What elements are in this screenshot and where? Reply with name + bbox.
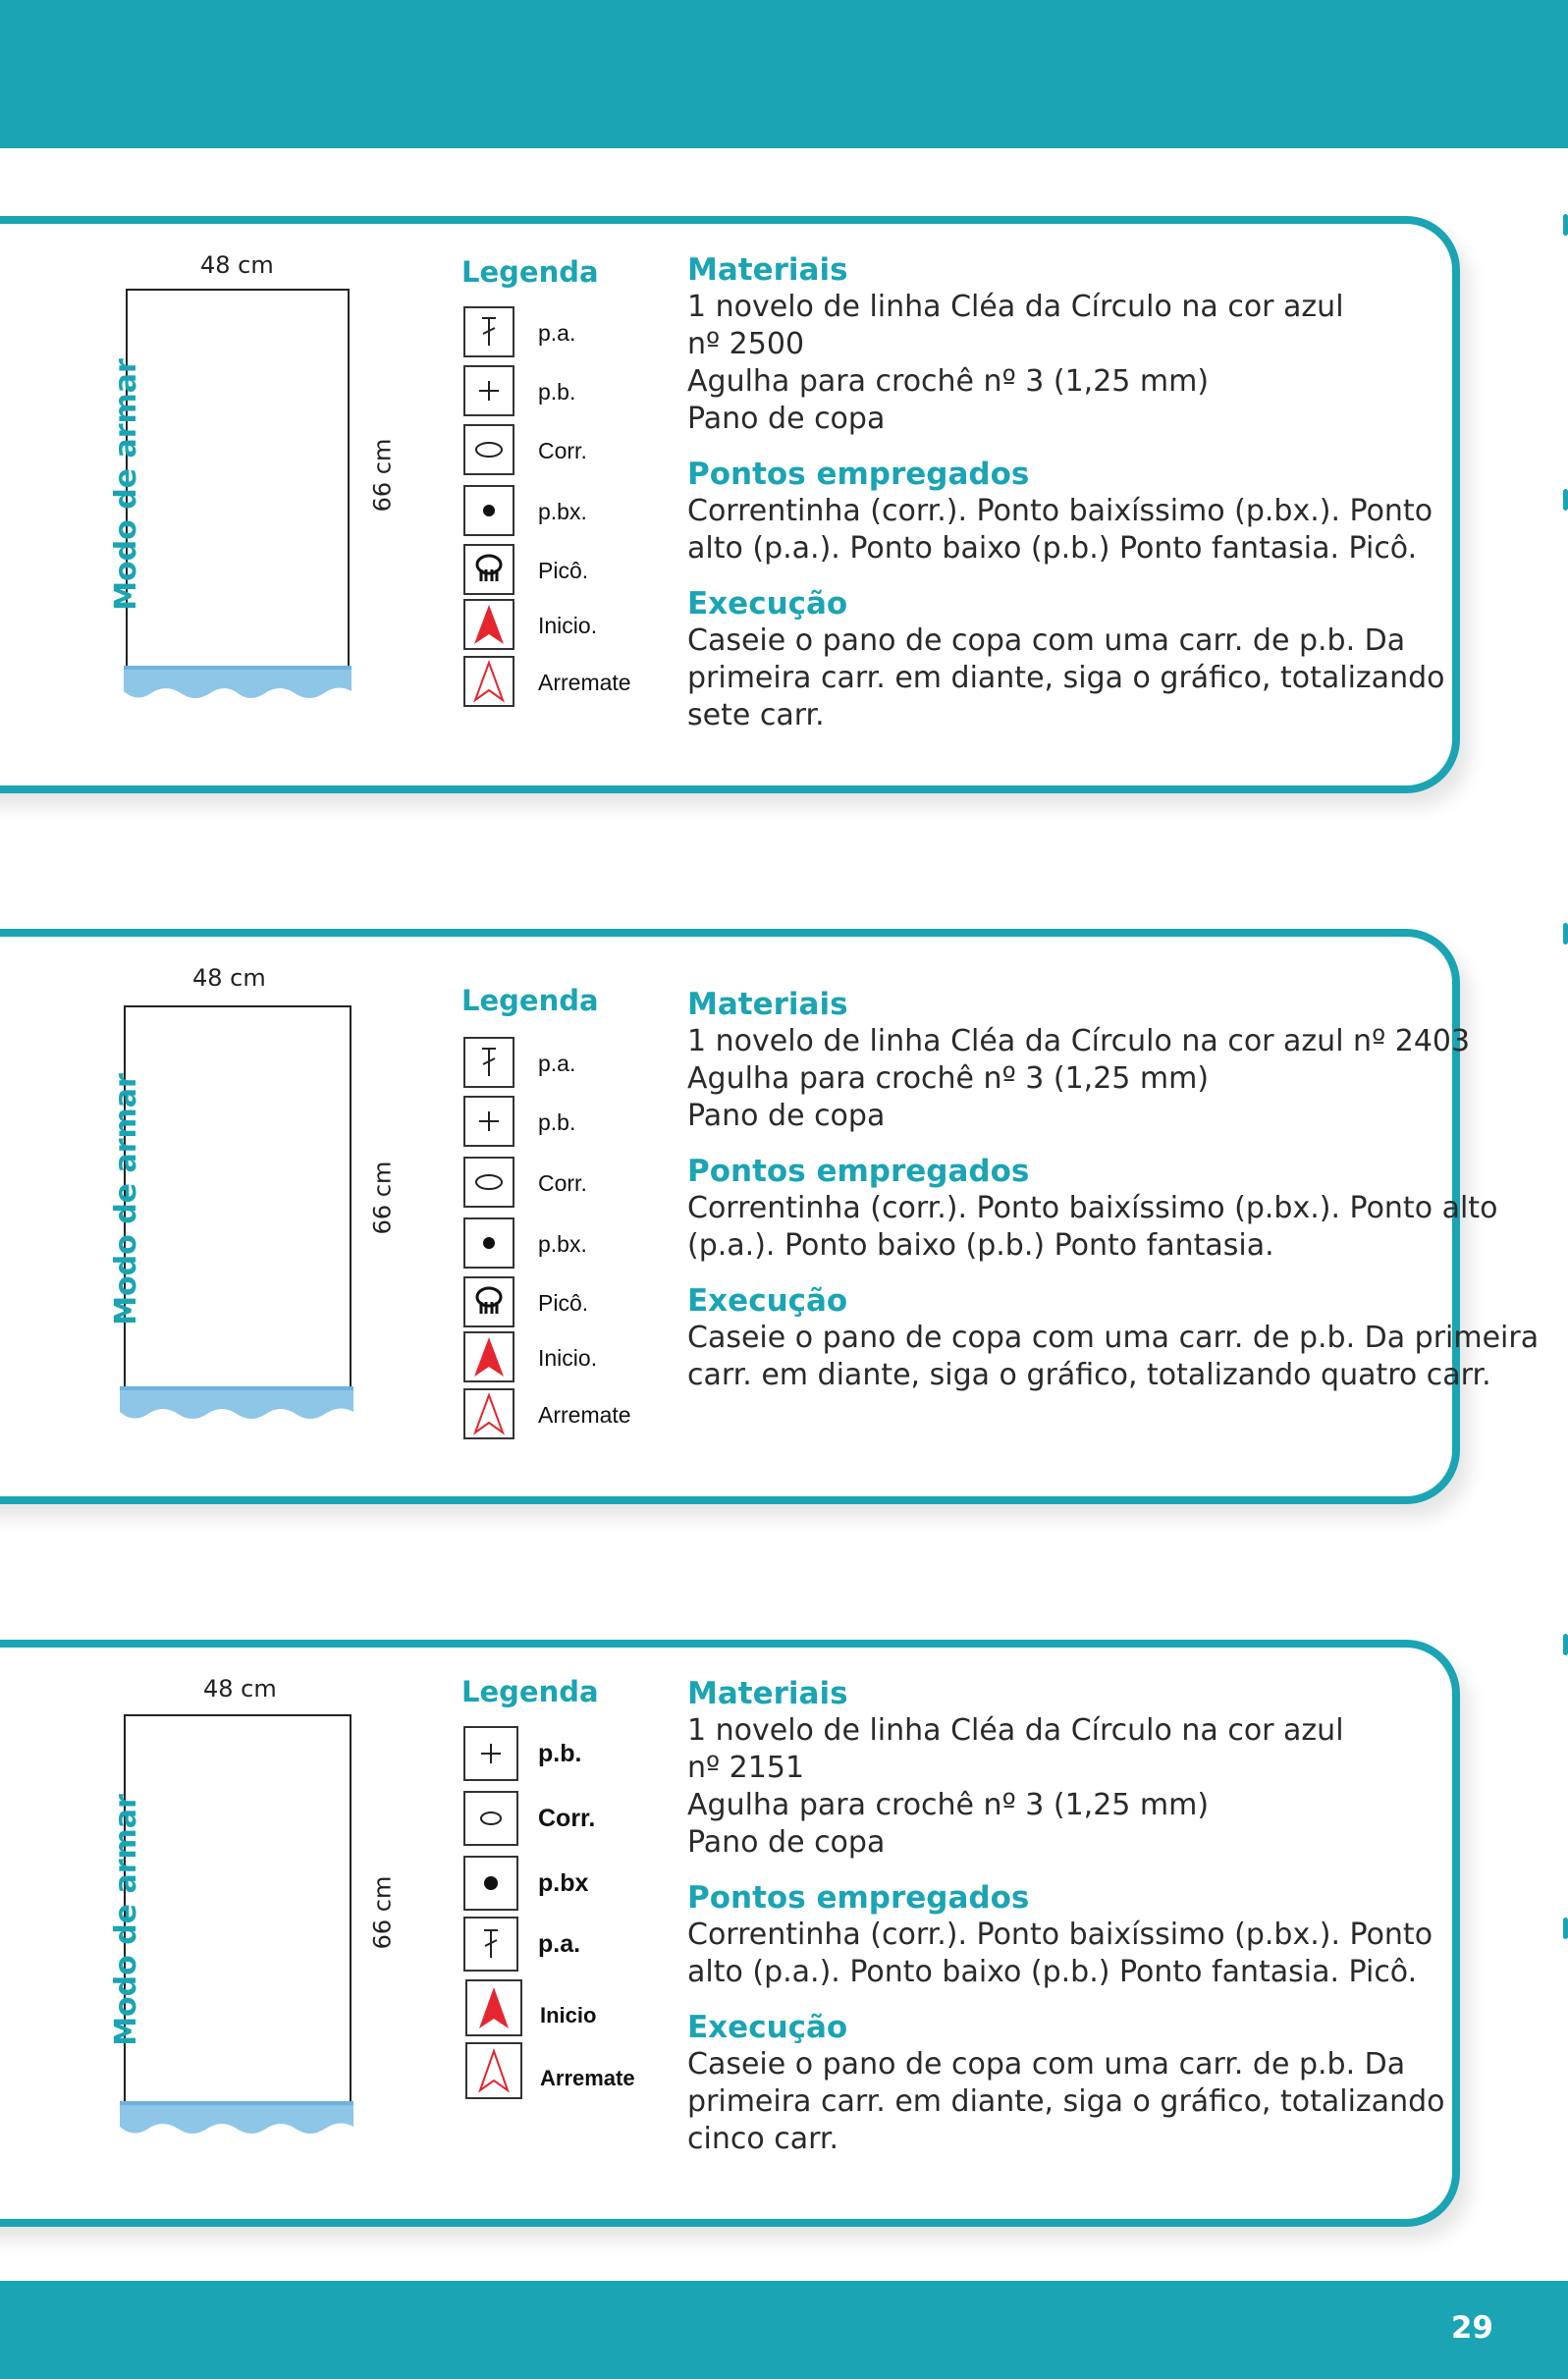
- legend-label: Picô.: [538, 558, 589, 583]
- execution-title: Execução: [687, 2010, 848, 2045]
- materials-line: Pano de copa: [687, 402, 886, 436]
- legend-label: p.b.: [538, 379, 576, 405]
- legend-label: p.bx.: [538, 1231, 587, 1257]
- crochet-border-icon: [118, 1384, 355, 1424]
- modo-de-armar-label: Modo de armar: [108, 1073, 143, 1325]
- materials-title: Materiais: [687, 252, 848, 288]
- legend-title: Legenda: [461, 1675, 599, 1708]
- legend-label: Inicio.: [538, 613, 598, 638]
- materials-line: nº 2151: [687, 1751, 805, 1785]
- single-crochet-icon: [469, 1102, 509, 1141]
- materials-title: Materiais: [687, 987, 848, 1022]
- legend-title: Legenda: [461, 255, 599, 289]
- single-crochet-icon: [471, 1734, 511, 1773]
- materials-line: Pano de copa: [687, 1825, 886, 1860]
- single-crochet-icon: [469, 371, 509, 410]
- materials-line: nº 2500: [687, 327, 805, 361]
- finish-arrow-icon: [474, 2048, 514, 2093]
- treble-crochet-icon: [469, 1043, 509, 1082]
- materials-line: Agulha para crochê nº 3 (1,25 mm): [687, 1061, 1210, 1096]
- stitches-line: Correntinha (corr.). Ponto baixíssimo (p.bx.). Ponto: [687, 494, 1433, 528]
- legend-label: Arremate: [538, 670, 631, 695]
- legend-label: p.b.: [538, 1109, 576, 1135]
- execution-line: Caseie o pano de copa com uma carr. de p.b. Da: [687, 2047, 1406, 2082]
- legend-label: Arremate: [538, 1402, 631, 1428]
- execution-title: Execução: [687, 586, 848, 622]
- bottom-banner: [0, 2281, 1568, 2379]
- stitches-line: (p.a.). Ponto baixo (p.b.) Ponto fantasia.: [687, 1228, 1274, 1263]
- stitches-line: Correntinha (corr.). Ponto baixíssimo (p.bx.). Ponto: [687, 1918, 1433, 1952]
- legend-label: p.bx.: [538, 499, 587, 524]
- slip-stitch-icon: [469, 491, 509, 530]
- legend-label: Corr.: [538, 1170, 587, 1196]
- slip-stitch-icon: [471, 1864, 511, 1903]
- crochet-border-icon: [118, 2099, 355, 2138]
- legend-label: Arremate: [540, 2066, 635, 2090]
- stitches-line: Correntinha (corr.). Ponto baixíssimo (p.bx.). Ponto alto: [687, 1191, 1498, 1225]
- materials-line: Agulha para crochê nº 3 (1,25 mm): [687, 1788, 1210, 1822]
- height-dimension: 66 cm: [368, 1875, 397, 1950]
- width-dimension: 48 cm: [203, 1675, 277, 1703]
- materials-line: Agulha para crochê nº 3 (1,25 mm): [687, 364, 1210, 399]
- chain-icon: [469, 430, 509, 469]
- execution-line: Caseie o pano de copa com uma carr. de p.b. Da: [687, 623, 1406, 658]
- page-number: 29: [1450, 2310, 1493, 2346]
- width-dimension: 48 cm: [200, 251, 274, 279]
- height-dimension: 66 cm: [368, 1161, 397, 1235]
- height-dimension: 66 cm: [368, 438, 397, 513]
- start-arrow-icon: [474, 1985, 514, 2030]
- start-arrow-icon: [469, 1335, 509, 1379]
- top-banner: [0, 0, 1568, 148]
- stitches-line: alto (p.a.). Ponto baixo (p.b.) Ponto fantasia. Picô.: [687, 1955, 1418, 1989]
- instructions: [687, 986, 1539, 1394]
- picot-icon: [469, 550, 509, 589]
- pattern-card-2: [0, 929, 1540, 1504]
- execution-line: carr. em diante, siga o gráfico, totalizando quatro carr.: [687, 1358, 1491, 1392]
- legend-title: Legenda: [461, 984, 599, 1017]
- chain-icon: [469, 1162, 509, 1202]
- legend-label: Picô.: [538, 1290, 589, 1316]
- page-edge-marks: [1562, 0, 1568, 2379]
- towel-outline: [124, 1005, 351, 1394]
- modo-de-armar-label: Modo de armar: [108, 358, 143, 611]
- execution-line: primeira carr. em diante, siga o gráfico, totalizando: [687, 2084, 1445, 2119]
- finish-arrow-icon: [469, 1392, 509, 1435]
- legend-label: Inicio: [540, 2003, 597, 2028]
- execution-line: Caseie o pano de copa com uma carr. de p.b. Da primeira: [687, 1321, 1540, 1355]
- treble-crochet-icon: [471, 1924, 511, 1964]
- execution-line: cinco carr.: [687, 2122, 839, 2156]
- towel-outline: [124, 1714, 351, 2109]
- instructions: [687, 1675, 1444, 2158]
- finish-arrow-icon: [469, 660, 509, 703]
- stitches-title: Pontos empregados: [687, 457, 1030, 492]
- chain-icon: [471, 1799, 511, 1838]
- execution-line: sete carr.: [687, 698, 825, 732]
- picot-icon: [469, 1282, 509, 1322]
- materials-line: 1 novelo de linha Cléa da Círculo na cor azul nº 2403: [687, 1024, 1471, 1058]
- start-arrow-icon: [469, 603, 509, 646]
- pattern-card-1: [0, 216, 1460, 793]
- pattern-card-3: [0, 1640, 1460, 2227]
- legend-label: Corr.: [538, 438, 587, 463]
- execution-title: Execução: [687, 1283, 848, 1319]
- legend-label: p.bx: [538, 1869, 589, 1897]
- legend-label: Corr.: [538, 1805, 596, 1832]
- width-dimension: 48 cm: [192, 964, 266, 992]
- legend-label: p.b.: [538, 1740, 582, 1767]
- legend-label: p.a.: [538, 1930, 581, 1958]
- legend-label: Inicio.: [538, 1345, 598, 1371]
- materials-line: 1 novelo de linha Cléa da Círculo na cor azul: [687, 290, 1344, 324]
- materials-title: Materiais: [687, 1676, 848, 1711]
- execution-line: primeira carr. em diante, siga o gráfico, totalizando: [687, 661, 1445, 695]
- instructions: [687, 251, 1444, 734]
- slip-stitch-icon: [469, 1223, 509, 1263]
- crochet-border-icon: [122, 664, 353, 703]
- stitches-title: Pontos empregados: [687, 1880, 1030, 1916]
- legend-label: p.a.: [538, 1051, 576, 1076]
- materials-line: 1 novelo de linha Cléa da Círculo na cor azul: [687, 1713, 1344, 1748]
- stitches-line: alto (p.a.). Ponto baixo (p.b.) Ponto fantasia. Picô.: [687, 531, 1418, 566]
- legend-label: p.a.: [538, 320, 576, 346]
- modo-de-armar-label: Modo de armar: [108, 1794, 143, 2046]
- stitches-title: Pontos empregados: [687, 1154, 1030, 1189]
- towel-outline: [126, 289, 350, 674]
- materials-line: Pano de copa: [687, 1099, 886, 1133]
- treble-crochet-icon: [469, 312, 509, 351]
